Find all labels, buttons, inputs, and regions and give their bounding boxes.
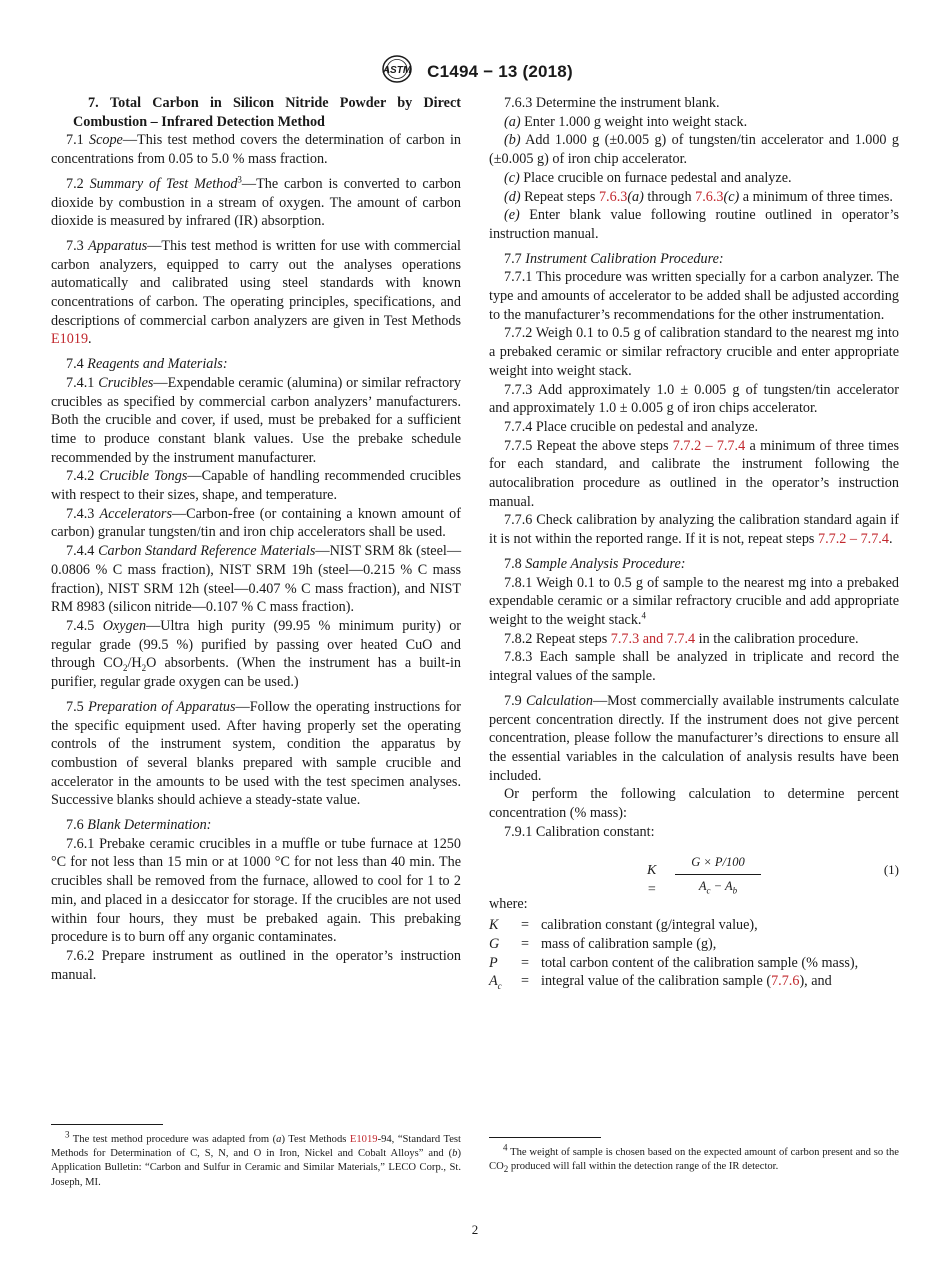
- footnote-divider-left: [51, 1124, 163, 1125]
- page-header: [0, 54, 950, 89]
- equation-number: (1): [883, 862, 899, 878]
- equation-fraction: [675, 853, 761, 895]
- para-7-7-2: 7.7.2 Weigh 0.1 to 0.5 g of calibration standard to the nearest mg into a prebaked ceramic or similar refractory crucible and enter appropriate weight into weight stack.: [489, 325, 899, 379]
- para-7-6-1: 7.6.1 Prebake ceramic crucibles in a muffle or tube furnace at 1250 °C for not less than 15 min or at 1000 °C for not less than 40 min. The crucibles shall be removed from the furnace, allowed to cool for 1 to 2 min, and placed in a desiccator for storage. If the crucibles are not used within four hours, they must be prebaked again. This prebaking procedure is to burn off any organic contaminates.: [51, 835, 461, 946]
- footnote-ref-4[interactable]: 4: [641, 610, 646, 621]
- page-number: 2: [471, 1222, 479, 1237]
- para-7-6-2: 7.6.2 Prepare instrument as outlined in the operator’s instruction manual.: [51, 947, 461, 983]
- para-7-6-3-b: (b) Add 1.000 g (±0.005 g) of tungsten/tin accelerator and 1.000 g (±0.005 g) of iron chip accelerator.: [489, 132, 899, 168]
- para-7-6-3-e: (e) Enter blank value following routine outlined in operator’s instruction manual.: [489, 207, 899, 242]
- equation-lhs: K =: [647, 863, 657, 898]
- link-7-6-3-a[interactable]: 7.6.3: [598, 188, 628, 205]
- para-7-4: 7.4 Reagents and Materials:: [66, 356, 228, 373]
- para-7-1: 7.1 Scope—This test method covers the determination of carbon in concentrations from 0.05 to 5.0 % mass fraction.: [51, 132, 461, 168]
- definition-row: P = total carbon content of the calibration sample (% mass),: [489, 954, 859, 971]
- para-7-4-3: 7.4.3 Accelerators—Carbon-free (or containing a known amount of carbon) granular tungsten/tin and iron chip accelerators shall be used.: [51, 505, 462, 541]
- astm-logo-icon: [377, 54, 417, 89]
- para-7-6-3: 7.6.3 Determine the instrument blank.: [504, 95, 720, 111]
- definition-row: G = mass of calibration sample (g),: [489, 935, 717, 952]
- para-7-9-1: 7.9.1 Calibration constant:: [504, 823, 655, 840]
- para-7-4-2: 7.4.2 Crucible Tongs—Capable of handling recommended crucibles with respect to their sizes, shape, and temperature.: [51, 468, 461, 504]
- para-7-8: 7.8 Sample Analysis Procedure:: [504, 555, 686, 572]
- para-7-4-4: 7.4.4 Carbon Standard Reference Materials—NIST SRM 8k (steel—0.0806 % C mass fraction), NIST SRM 19h (steel—0.215 % C mass fraction), NIST SRM 12h (steel—0.407 % C mass fraction), and NIST RM 8983 (silicon nitride—0.107 % C mass fraction).: [51, 543, 462, 616]
- definition-row: K = calibration constant (g/integral value),: [489, 917, 758, 934]
- footnote-4: $^4$ The weight of sample is chosen based on the expected amount of carbon present and so the $CO_2$ produced will fall within the detection range of the IR detector.: [489, 1142, 899, 1175]
- link-7-6-3-c[interactable]: 7.6.3: [695, 188, 724, 205]
- para-7-6: 7.6 Blank Determination:: [66, 817, 212, 834]
- link-7-7-3-and-7-7-4[interactable]: 7.7.3 and 7.7.4: [610, 630, 696, 647]
- para-7-9-alt: Or perform the following calculation to determine percent concentration (% mass):: [489, 786, 899, 822]
- right-column: [489, 94, 899, 991]
- link-7-7-2-to-7-7-4[interactable]: 7.7.2 – 7.7.4: [672, 437, 746, 454]
- link-7-7-6[interactable]: 7.7.6: [771, 973, 800, 990]
- document-id: C1494 − 13 (2018): [427, 61, 573, 81]
- para-7-7: 7.7 Instrument Calibration Procedure:: [504, 250, 724, 267]
- left-column: [51, 94, 461, 984]
- astm-logo-text: ASTM: [383, 65, 412, 76]
- link-7-7-2-to-7-7-4-b[interactable]: 7.7.2 – 7.7.4: [818, 531, 889, 548]
- equation-1: [489, 847, 899, 898]
- footnote-ref-3[interactable]: 3: [237, 174, 242, 185]
- para-7-5: 7.5 Preparation of Apparatus—Follow the operating instructions for the specific equipment used. After having properly set the operating controls of the instrument system, condition the apparatus by combustion of several blanks prepared with sample crucible and accelerator in the amounts to be used with the test specimen analyses. Successive blanks should achieve a steady-state value.: [51, 698, 461, 809]
- equation-numerator: G × P/100: [675, 853, 761, 875]
- footnote-3: $^3$ The test method procedure was adapted from (a) Test Methods E1019-94, “Standard Test Methods for Determination of C, S, N, and O in Iron, Nickel and Cobalt Alloys” and (b) Application Bulletin: “Carbon and Sulfur in Ceramic and Similar Materials,” LECO Corp., St. Joseph, MI.: [51, 1129, 462, 1188]
- para-7-2: 7.2 Summary of Test Method$^3$—The carbon is converted to carbon dioxide by combustion in a stream of oxygen. The amount of carbon dioxide is measured by infrared (IR) absorption.: [51, 174, 461, 230]
- definition-row: $A_c$ = integral value of the calibration sample (7.7.6), and: [489, 973, 832, 992]
- where-label: where:: [489, 896, 528, 913]
- link-e1019[interactable]: E1019: [51, 331, 89, 348]
- para-7-3: 7.3 Apparatus—This test method is written for use with commercial carbon analyzers, equipped to carry out the analyses operations automatically and calibrated using steel standards with known concentrations of carbon. The operating principles, specifications, and descriptions of commercial carbon analyzers are given in Test Methods E1019.: [51, 237, 461, 348]
- para-7-7-3: 7.7.3 Add approximately 1.0 ± 0.005 g of tungsten/tin accelerator and approximately 1.0 ± 0.005 g of iron chips accelerator.: [489, 381, 899, 417]
- para-7-6-3-d: (d) Repeat steps 7.6.3(a) through 7.6.3(c) a minimum of three times.: [504, 188, 893, 205]
- para-7-9: 7.9 Calculation—Most commercially available instruments calculate percent concentration directly. If the instrument does not give percent concentration, please follow the manufacturer’s directions to ensure all the essential variables in the calculation of analysis results have been included.: [489, 692, 899, 784]
- link-e1019-footnote[interactable]: E1019: [349, 1134, 378, 1145]
- equation-denominator: $A_c - A_b$: [698, 879, 738, 896]
- para-7-6-3-a: (a) Enter 1.000 g weight into weight stack.: [504, 113, 748, 130]
- para-7-8-1: 7.8.1 Weigh 0.1 to 0.5 g of sample to the nearest mg into a prebaked expendable ceramic or a similar refractory crucible and add appropriate weight to the weight stack.$^4$: [489, 574, 899, 628]
- para-7-7-1: 7.7.1 This procedure was written specially for a carbon analyzer. The type and amounts of accelerator to be added shall be adjusted according to the manufacturer’s recommendations for the other instrumentation.: [489, 269, 899, 323]
- para-7-6-3-c: (c) Place crucible on furnace pedestal and analyze.: [504, 169, 792, 186]
- para-7-7-5: 7.7.5 Repeat the above steps 7.7.2 – 7.7.4 a minimum of three times for each standard, and calibrate the instrument following the autocalibration procedure as outlined in the operator’s instruction manual.: [489, 437, 900, 510]
- para-7-7-4: 7.7.4 Place crucible on pedestal and analyze.: [504, 418, 759, 435]
- definitions-list: [489, 916, 899, 991]
- footnote-divider-right: [489, 1137, 601, 1138]
- section-heading: 7. Total Carbon in Silicon Nitride Powder by Direct Combustion – Infrared Detection Method: [73, 95, 461, 130]
- para-7-7-6: 7.7.6 Check calibration by analyzing the calibration standard again if it is not within the reported range. If it is not, repeat steps 7.7.2 – 7.7.4.: [489, 512, 899, 548]
- para-7-4-5: 7.4.5 Oxygen—Ultra high purity (99.95 % minimum purity) or regular grade (99.5 %) purified by passing over heated CuO and through $CO_2/H_2O$ absorbents. (When the instrument has a built-in purifier, regular grade oxygen can be used.): [51, 617, 462, 691]
- para-7-8-3: 7.8.3 Each sample shall be analyzed in triplicate and record the integral values of the sample.: [489, 649, 899, 685]
- para-7-4-1: 7.4.1 Crucibles—Expendable ceramic (alumina) or similar refractory crucibles as specified by commercial carbon analyzers’ manufacturers. Both the crucible and cover, if used, must be prebaked for a sufficient time to produce constant blank values. Use the prebake schedule recommended by the instrument manufacturer.: [51, 374, 462, 466]
- para-7-8-2: 7.8.2 Repeat steps 7.7.3 and 7.7.4 in the calibration procedure.: [504, 630, 859, 647]
